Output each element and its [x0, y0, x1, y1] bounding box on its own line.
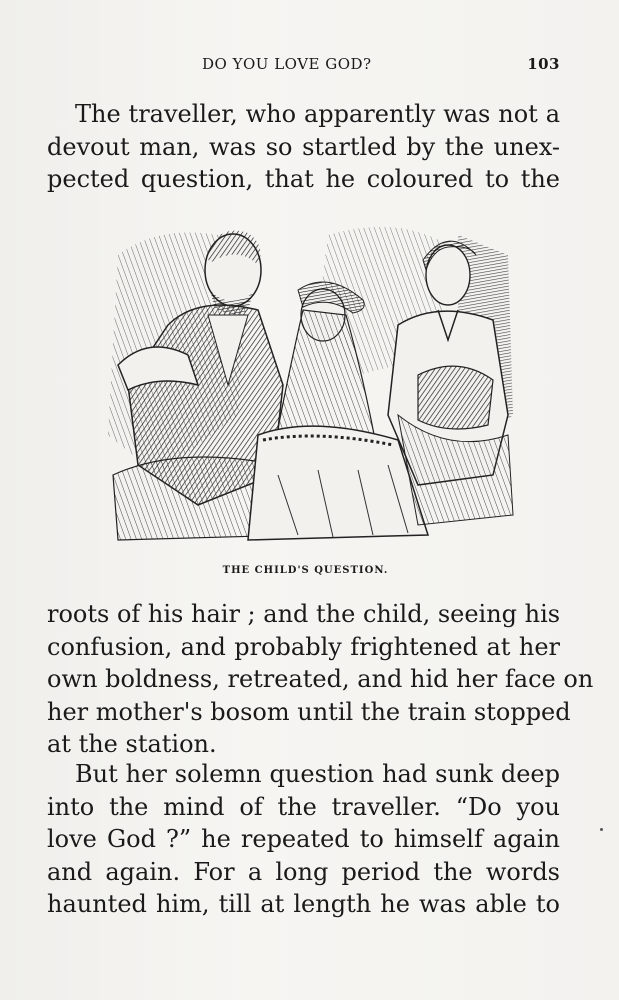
text-line: confusion, and probably frightened at her	[47, 632, 560, 661]
text-line: roots of his hair ; and the child, seeing his	[47, 600, 561, 628]
text-line: and again. For a long period the words	[47, 857, 560, 886]
paper-speck	[600, 828, 603, 831]
page-number: 103	[527, 55, 560, 73]
caption-text: THE CHILD'S QUESTION.	[222, 565, 389, 576]
illustration-caption	[0, 565, 619, 576]
text-line: devout man, was so startled by the unex-	[47, 132, 560, 161]
text-line: haunted him, till at length he was able to	[47, 890, 560, 918]
text-line: The traveller, who apparently was not a	[75, 100, 560, 128]
text-line: own boldness, retreated, and hid her face on	[47, 665, 594, 693]
text-line: But her solemn question had sunk deep	[75, 760, 560, 788]
paragraph-1	[47, 98, 560, 196]
text-line: pected question, that he coloured to the	[47, 165, 560, 193]
running-title: DO YOU LOVE GOD?	[202, 55, 372, 73]
text-line: at the station.	[47, 730, 217, 758]
text-line: love God ?” he repeated to himself again	[47, 825, 560, 853]
paragraph-2	[47, 598, 594, 761]
running-header	[47, 55, 562, 79]
paragraph-3	[47, 758, 560, 921]
engraving-illustration	[98, 215, 516, 550]
text-line: her mother's bosom until the train stopped	[47, 697, 571, 726]
text-line: into the mind of the traveller. “Do you	[47, 792, 560, 821]
